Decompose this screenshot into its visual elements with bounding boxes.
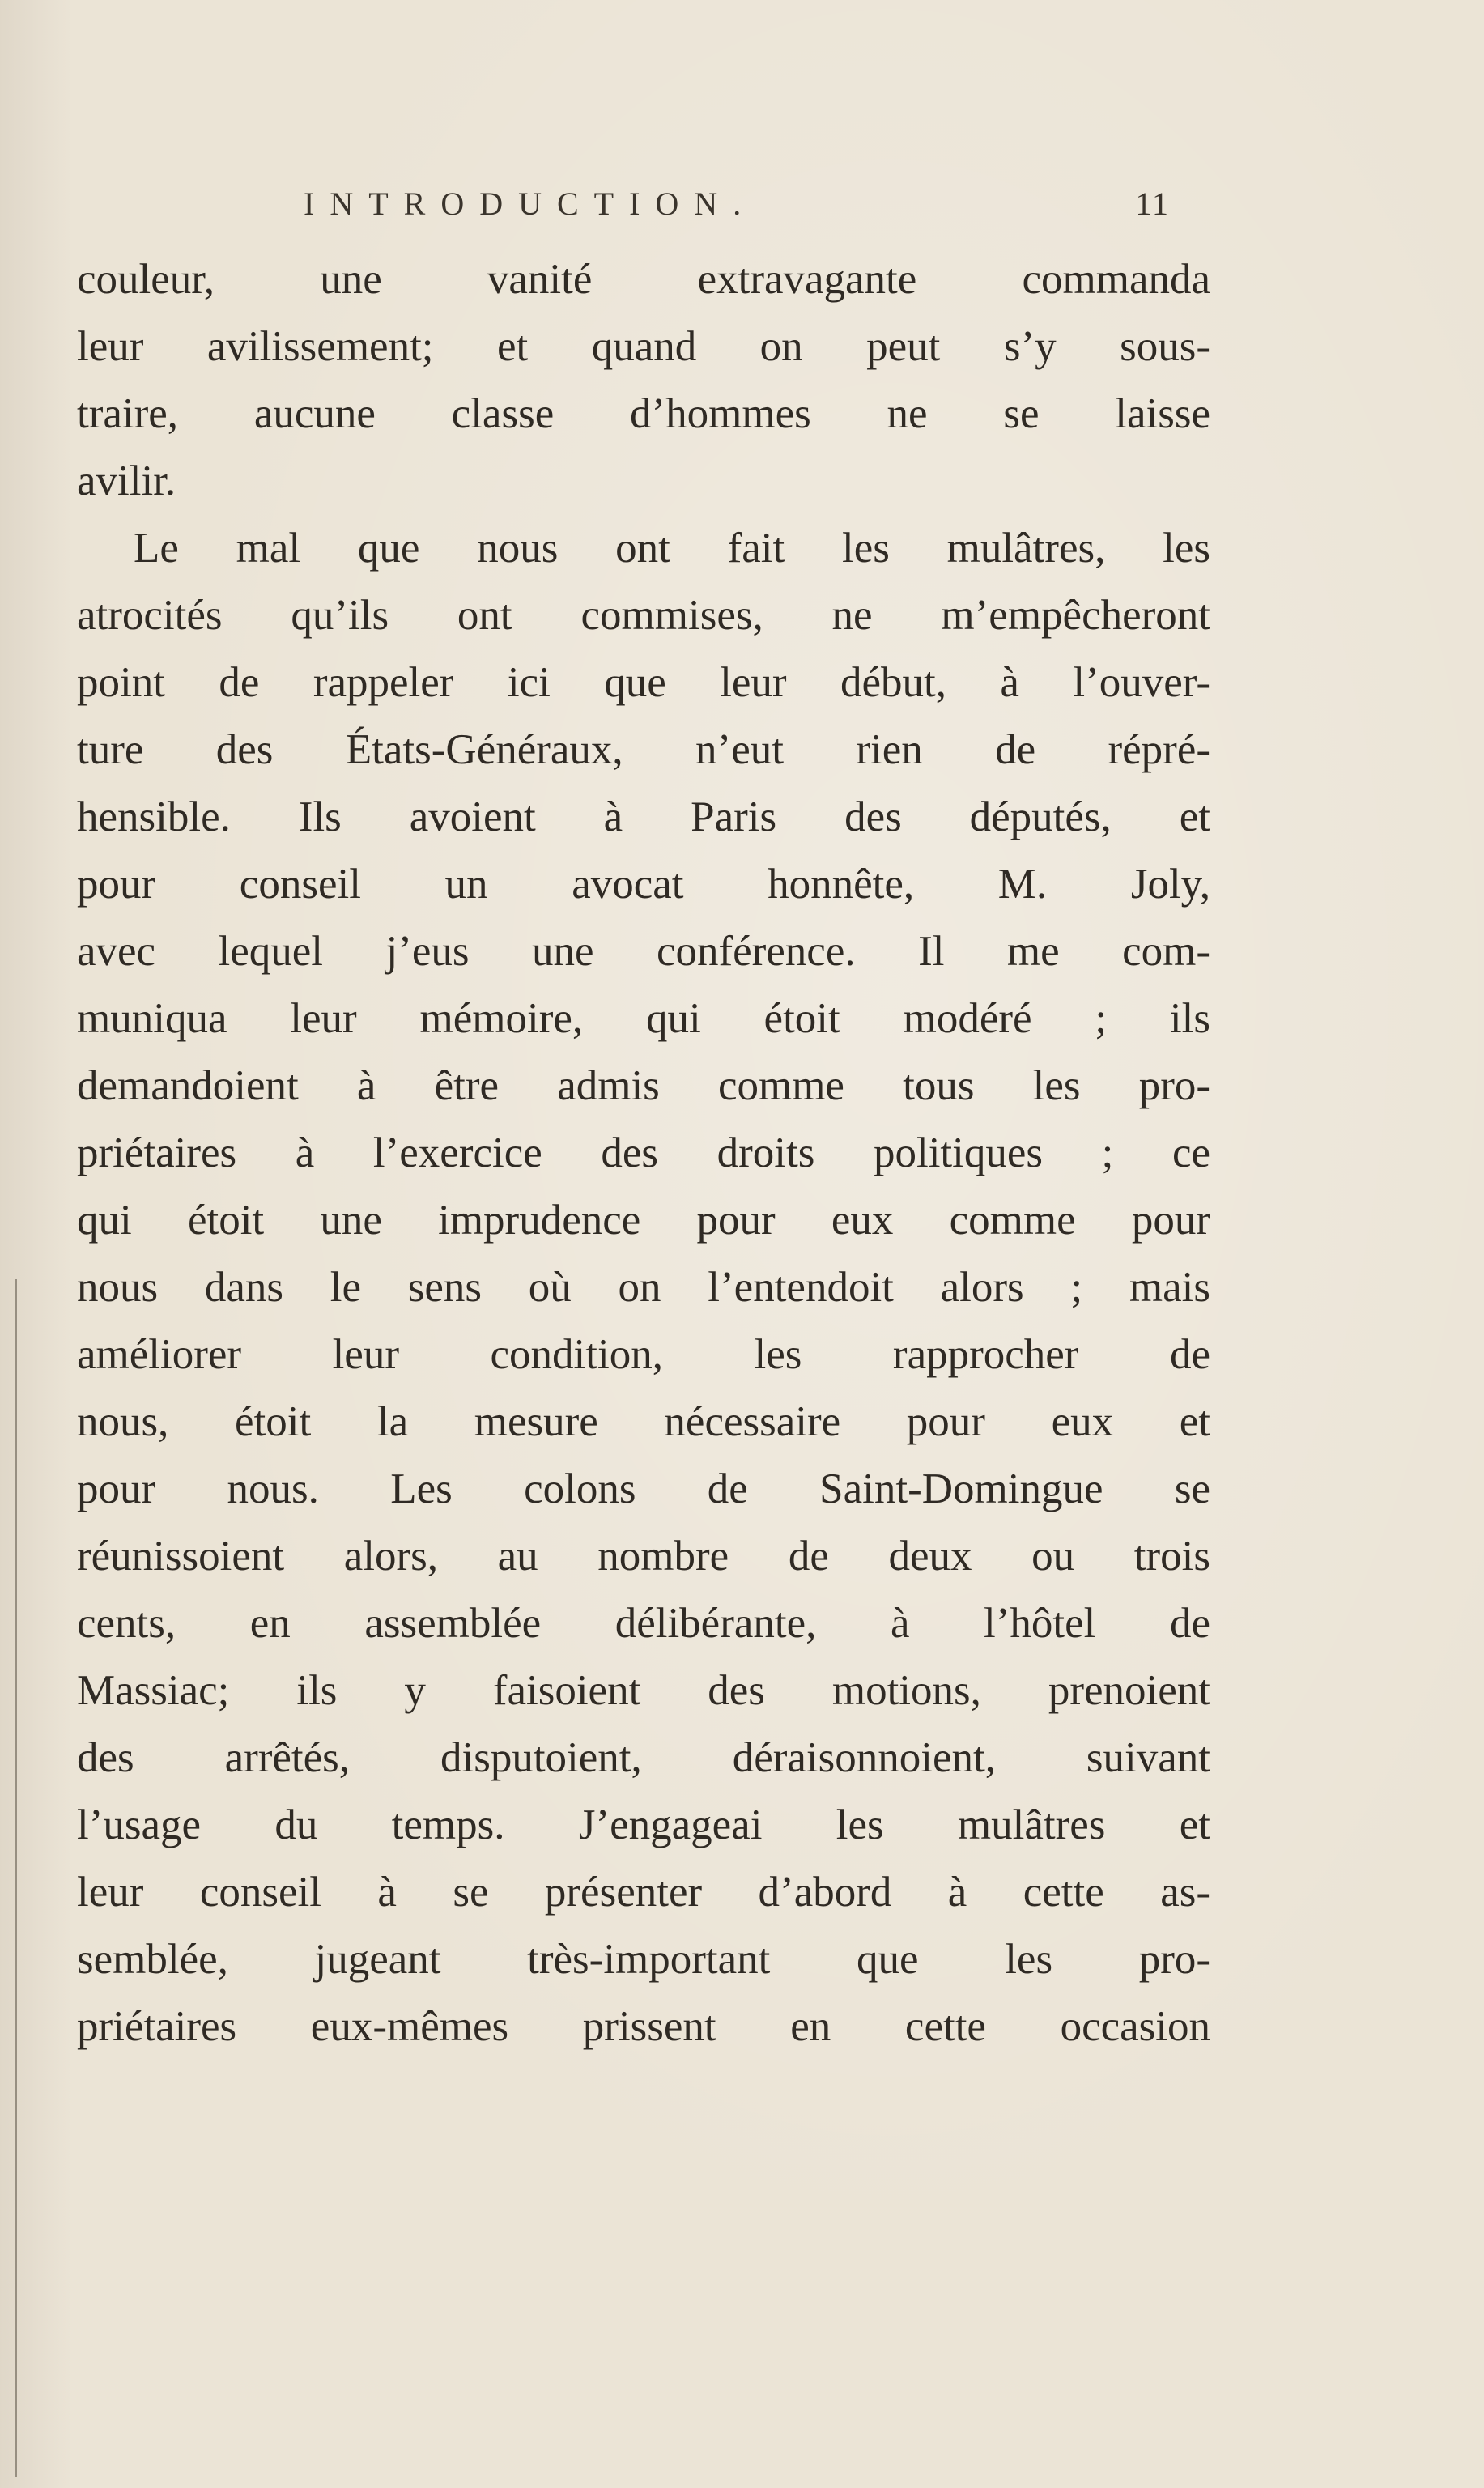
text-line: semblée, jugeant très-important que les pro- bbox=[77, 1936, 1210, 1983]
text-line: muniqua leur mémoire, qui étoit modéré ; ils bbox=[77, 995, 1210, 1042]
text-line: améliorer leur condition, les rapprocher de bbox=[77, 1331, 1210, 1378]
text-line: priétaires à l’exercice des droits politiques ; ce bbox=[77, 1129, 1210, 1176]
text-line: leur avilissement; et quand on peut s’y sous- bbox=[77, 323, 1210, 370]
text-line: nous dans le sens où on l’entendoit alors ; mais bbox=[77, 1264, 1210, 1311]
page-gutter-line bbox=[15, 1279, 17, 2477]
text-line: ture des États-Généraux, n’eut rien de répré- bbox=[77, 726, 1210, 773]
text-line: atrocités qu’ils ont commises, ne m’empêcheront bbox=[77, 592, 1210, 639]
text-line: qui étoit une imprudence pour eux comme pour bbox=[77, 1197, 1210, 1244]
text-line: leur conseil à se présenter d’abord à cette as- bbox=[77, 1869, 1210, 1916]
page-header bbox=[304, 185, 1170, 233]
text-line: cents, en assemblée délibérante, à l’hôtel de bbox=[77, 1600, 1210, 1647]
text-line: réunissoient alors, au nombre de deux ou trois bbox=[77, 1533, 1210, 1580]
running-head: INTRODUCTION. bbox=[304, 185, 757, 222]
text-line: avec lequel j’eus une conférence. Il me com- bbox=[77, 928, 1210, 975]
text-line: pour nous. Les colons de Saint-Domingue se bbox=[77, 1465, 1210, 1512]
text-line: nous, étoit la mesure nécessaire pour eux et bbox=[77, 1398, 1210, 1445]
text-line: avilir. bbox=[77, 457, 176, 504]
text-line: Le mal que nous ont fait les mulâtres, les bbox=[134, 525, 1210, 572]
text-line: Massiac; ils y faisoient des motions, prenoient bbox=[77, 1667, 1210, 1714]
body-text bbox=[77, 247, 1210, 2109]
text-line: des arrêtés, disputoient, déraisonnoient, suivant bbox=[77, 1734, 1210, 1781]
text-line: point de rappeler ici que leur début, à l’ouver- bbox=[77, 659, 1210, 706]
text-line: pour conseil un avocat honnête, M. Joly, bbox=[77, 861, 1210, 908]
text-line: traire, aucune classe d’hommes ne se laisse bbox=[77, 390, 1210, 437]
page-number: 11 bbox=[1135, 185, 1170, 222]
text-line: l’usage du temps. J’engageai les mulâtres et bbox=[77, 1801, 1210, 1848]
text-line: demandoient à être admis comme tous les pro- bbox=[77, 1062, 1210, 1109]
text-line: couleur, une vanité extravagante commanda bbox=[77, 256, 1210, 303]
text-line: hensible. Ils avoient à Paris des députés, et bbox=[77, 793, 1210, 840]
text-line: priétaires eux-mêmes prissent en cette occasion bbox=[77, 2003, 1210, 2050]
